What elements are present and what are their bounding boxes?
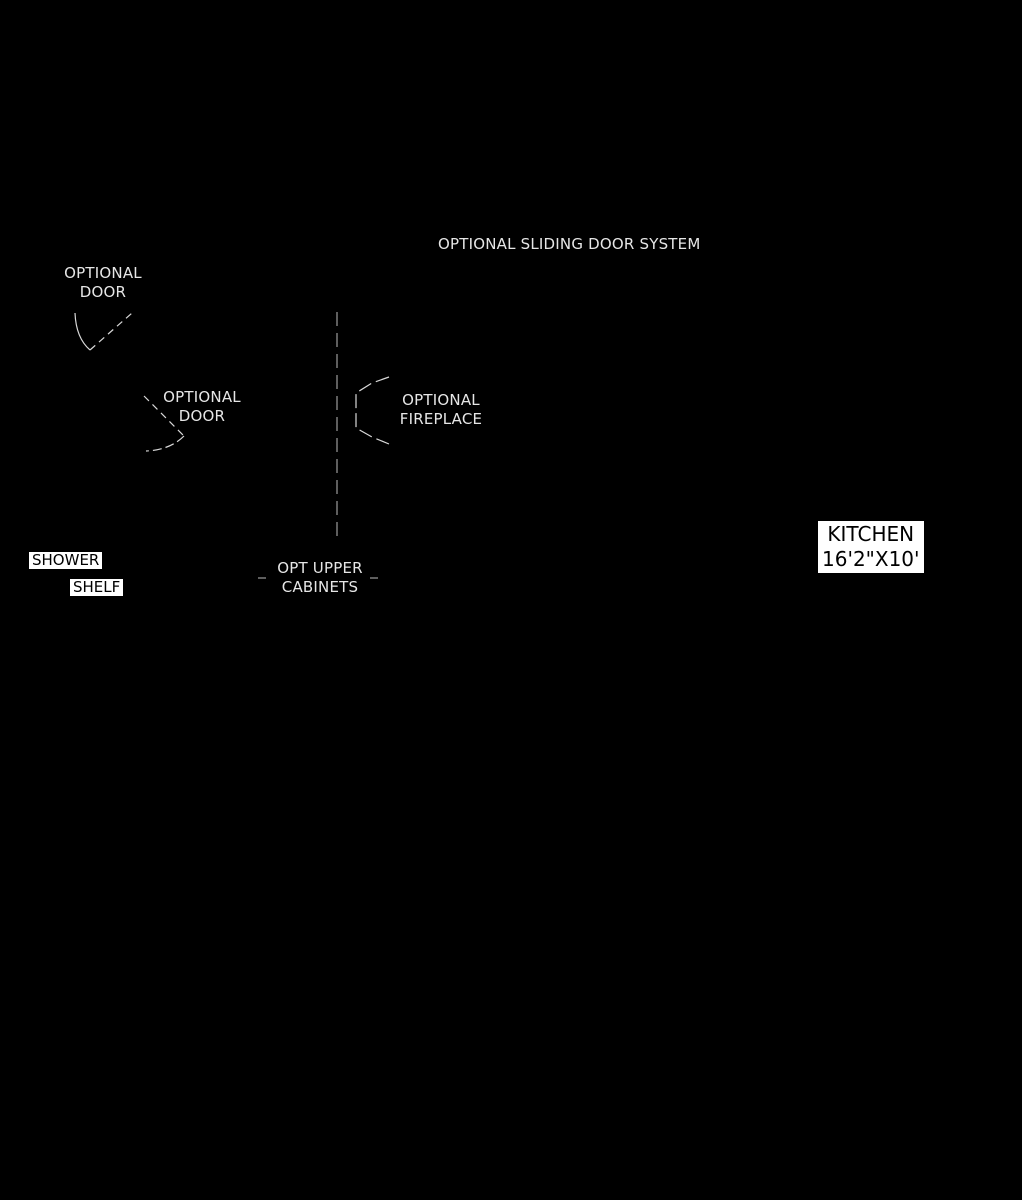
kitchen-room-label [818, 521, 924, 573]
upper-cabinets-line-1: OPT UPPER [277, 559, 363, 577]
shower-tag: SHOWER [29, 552, 102, 569]
optional-door-label-b [157, 388, 247, 426]
kitchen-name: KITCHEN [827, 522, 915, 546]
fireplace-line-1: OPTIONAL [402, 391, 480, 409]
door-a-leaf [90, 313, 132, 350]
optional-door-label-a [58, 264, 148, 302]
fireplace-line-2: FIREPLACE [399, 410, 483, 428]
door-a-arc [75, 313, 90, 350]
optional-door-swing-a [75, 313, 132, 350]
door-a-line-1: OPTIONAL [64, 264, 142, 282]
optional-fireplace-label [392, 391, 490, 429]
shelf-tag: SHELF [70, 579, 123, 596]
sliding-door-label: OPTIONAL SLIDING DOOR SYSTEM [438, 235, 701, 253]
door-b-line-1: OPTIONAL [163, 388, 241, 406]
upper-cabinets-line-2: CABINETS [281, 578, 359, 596]
door-b-line-2: DOOR [178, 407, 226, 425]
fireplace-outline [356, 377, 389, 444]
door-b-arc [146, 436, 184, 451]
kitchen-dimensions: 16'2"X10' [822, 547, 920, 571]
door-a-line-2: DOOR [79, 283, 127, 301]
upper-cabinets-label [270, 559, 370, 597]
